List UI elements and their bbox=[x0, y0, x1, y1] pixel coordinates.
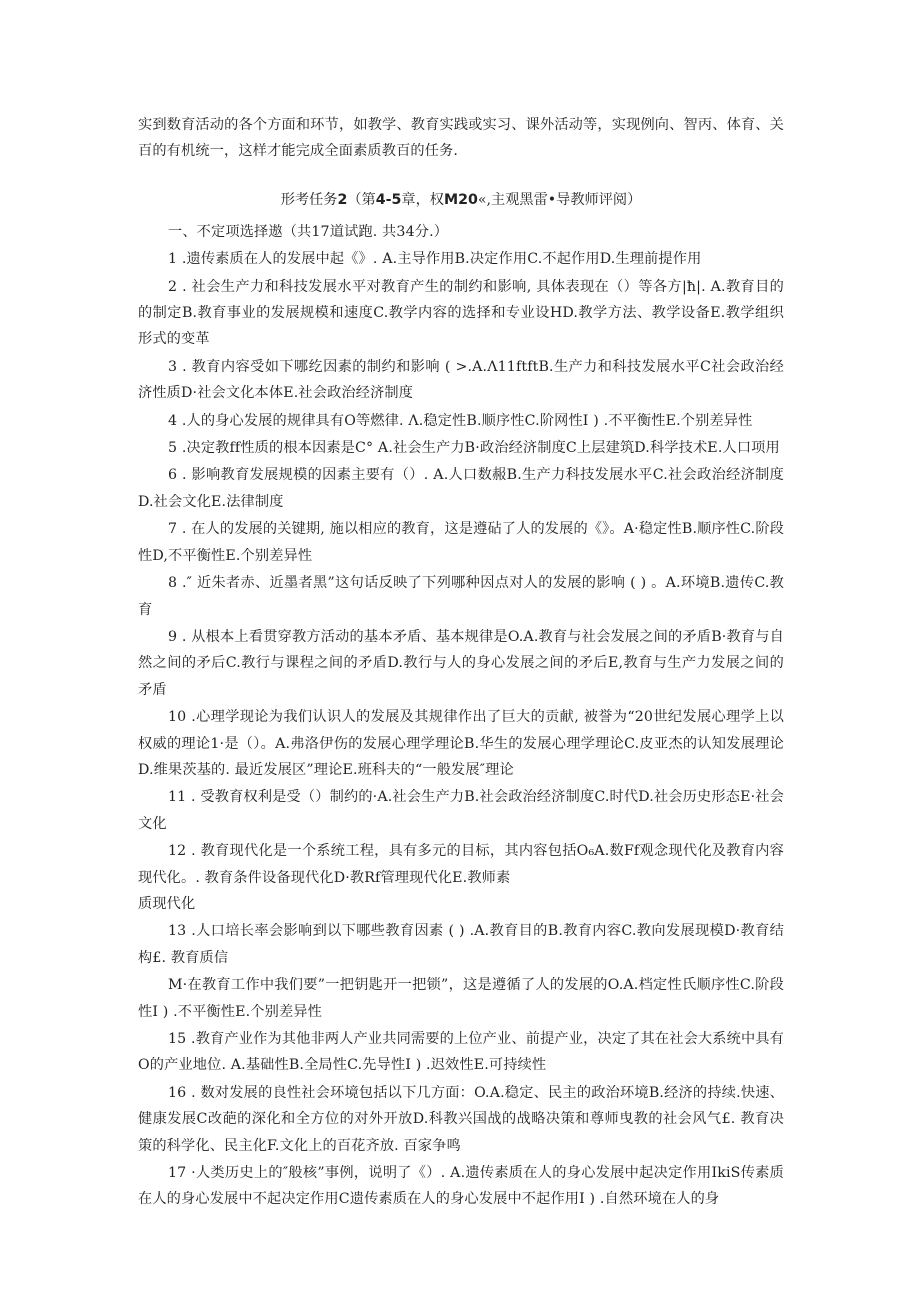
question-11: 11 . 受教育权利是受（）制约的·A.社会生产力B.社会政治经济制度C.时代D.社会历史形态E·社会文化 bbox=[138, 789, 784, 832]
title-weight: M20 bbox=[443, 191, 478, 208]
question-16: 16 . 数对发展的良性社会环境包括以下几方面：O.A.稳定、民主的政治环境B.经济的持续.快速、健康发展C改葩的深化和全方位的对外开放D.科教兴国战的战略决策和尊师曳教的社会风气£. 教育决策的科学化、民主化F.文化上的百花齐放. 百家争鸣 bbox=[138, 1084, 784, 1154]
question-14: M·在教育工作中我们要”一把钥匙开一把锁”，这是遵循了人的发展的O.A.档定性氏顺序性C.阶段性I ) .不平衡性E.个别差异性 bbox=[138, 977, 784, 1020]
title-mid2: 章，权 bbox=[401, 191, 444, 208]
question-10: 10 .心理学现论为我们认识人的发展及其规律作出了巨大的贡献, 被誉为“20世纪发展心理学上以权威的理论1·是（）。A.弗洛伊伤的发展心理学理论B.华生的发展心理学理论C.皮亚杰的认知发展理论D.维果茨基的. 最近发展区”理论E.班科夫的“一般发展″理论 bbox=[138, 709, 784, 778]
question-17: 17 ·人类历史上的″般核”事例，说明了《）. A.遗传素质在人的身心发展中起决定作用IkiS传素质在人的身心发展中不起决定作用C遗传素质在人的身心发展中不起作用I ) .自然环境在人的身 bbox=[138, 1165, 784, 1208]
section-title bbox=[138, 187, 784, 213]
question-13: 13 .人口培长率会影响到以下哪些教育因素 ( ) .A.教育目的B.教育内容C.教向发展现模D·教育结构£. 教育质信 bbox=[138, 923, 784, 966]
question-6: 6 . 影响教育发展规模的因素主要有（）. A.人口数赧B.生产力科技发展水平C.社会政治经济制度D.社会文化E.法律制度 bbox=[138, 467, 784, 510]
question-9: 9 . 从根本上看贯穿教方活动的基本矛盾、基本规律是O.A.教育与社会发展之间的矛盾B·教育与自然之间的矛后C.教行与课程之间的矛盾D.教行与人的身心发展之间的矛后E,教育与生产力发展之间的矛盾 bbox=[138, 628, 784, 698]
title-num: 2 bbox=[337, 191, 348, 208]
title-post: «,主观黑雷•导教师评阅） bbox=[477, 191, 642, 208]
question-12-continuation: 质现代化 bbox=[138, 895, 196, 912]
question-7: 7 . 在人的发展的关键期, 施以相应的教育，这是遵砧了人的发展的《》。A·稳定性B.顺序性C.阶段性D,不平衡性E.个别差异性 bbox=[138, 521, 784, 564]
intro-paragraph: 实到数育活动的各个方面和环节，如教学、教育实践或实习、课外活动等，实现例向、智丙、体育、关百的有机统一，这样才能完成全面素质教百的任务. bbox=[138, 117, 784, 160]
question-12: 12 . 教育现代化是一个系统工程，具有多元的目标，其内容包括O₆A.数Ff观念现代化及教育内容现代化。. 教育条件设备现代化D·教Rf管理现代化E.教师素 bbox=[138, 843, 784, 886]
question-5: 5 .决定教ff性质的根本因素是C° A.社会生产力B·政治经济制度C上层建筑D.科学技术E.人口项用 bbox=[168, 440, 780, 457]
question-2: 2 . 社会生产力和科技发展水平对教育产生的制约和影响, 具体表现在（）等各方|ħ|. A.教育目的的制定B.教育事业的发展规模和速度C.教学内容的选择和专业设HD.教学方法、教学设备E.教学组织形式的变革 bbox=[138, 278, 784, 348]
question-15: 15 .教育产业作为其他非两人产业共同需要的上位产业、前提产业，决定了其在社会大系统中具有O的产业地位. A.基础性B.全局性C.先导性I ) .迟效性E.可持续性 bbox=[138, 1031, 784, 1074]
question-8: 8 .″ 近朱者赤、近墨者黑”这句话反映了下列哪种因点对人的发展的影响 ( ) 。A.环境B.遗传C.教育 bbox=[138, 575, 784, 618]
question-1: 1 .遗传素质在人的发展中起《》. A.主导作用B.决定作用C.不起作用D.生理前提作用 bbox=[168, 251, 702, 268]
question-4: 4 .人的身心发展的规律具有O等燃律. Λ.稳定性B.顺序性C.阶网性I ) .不平衡性E.个别差异性 bbox=[168, 412, 753, 429]
section-heading: 一、不定项选择遨（共17道试跑. 共34分.） bbox=[168, 223, 449, 240]
question-3: 3 . 教育内容受如下哪纥因素的制约和影响 ( >.A.Λ11ftftB.生产力和科技发展水平C社会政治经济性质D·社会文化本体E.社会政治经济制度 bbox=[138, 358, 784, 402]
title-mid1: （第 bbox=[347, 191, 376, 208]
document-page bbox=[138, 112, 784, 1214]
title-chapters: 4-5 bbox=[375, 191, 402, 208]
title-pre: 形考任务 bbox=[280, 191, 338, 208]
